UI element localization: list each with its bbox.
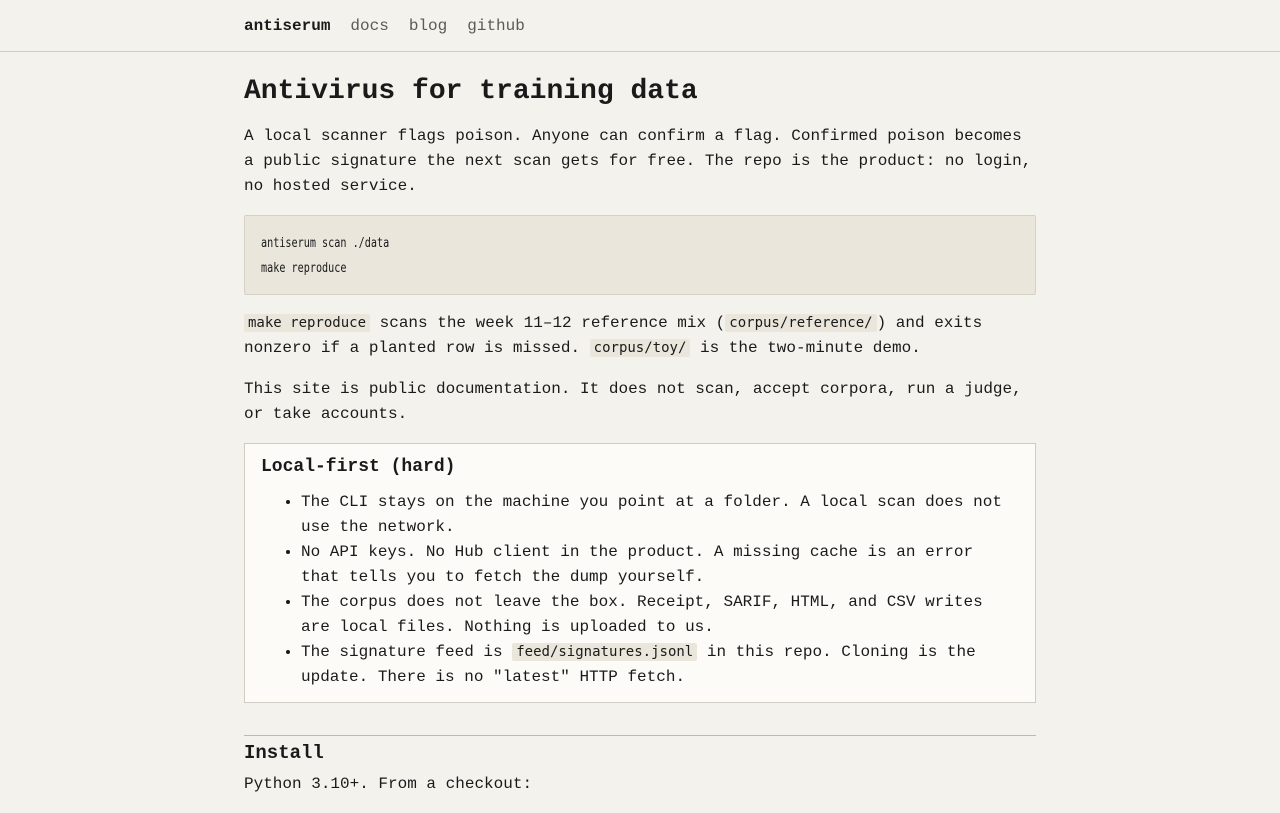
nav-link-docs[interactable]: docs [350,16,389,35]
callout-list [261,490,1019,690]
callout-title: Local-first (hard) [261,457,456,477]
inline-code: feed/signatures.jsonl [512,643,697,661]
list-item: • No API keys. No Hub client in the product. A missing cache is an error that tells you to fetch the dump yourself. [301,540,1019,590]
top-nav-bar [0,0,1280,52]
list-item: • The CLI stays on the machine you point at a folder. A local scan does not use the network. [301,490,1019,540]
top-nav [244,0,545,51]
reproduce-paragraph [244,311,1036,361]
inline-code: corpus/toy/ [590,339,691,357]
inline-code: make reproduce [244,314,370,332]
list-item-text: in this repo. Cloning is the update. There is no "latest" HTTP fetch. [301,643,976,686]
page-title: Antivirus for training data [244,76,698,107]
local-first-callout [244,443,1036,703]
intro-paragraph: A local scanner flags poison. Anyone can confirm a flag. Confirmed poison becomes a public signature the next scan gets for free. The repo is the product: no login, no hosted service. [244,127,1032,195]
paragraph-text: ) and exits nonzero if a planted row is missed. [244,314,983,357]
paragraph-text: scans the week 11–12 reference mix ( [370,314,726,332]
install-paragraph: Python 3.10+. From a checkout: [244,775,533,793]
code-line: make reproduce [261,261,347,276]
section-divider [244,735,1036,736]
list-item-text: The signature feed is [301,643,513,661]
code-line: antiserum scan ./data [261,236,390,251]
inline-code: corpus/reference/ [725,314,876,332]
paragraph-text: is the two-minute demo. [690,339,921,357]
main-content [244,53,1036,813]
brand-link[interactable]: antiserum [244,16,331,35]
disclaimer-paragraph: This site is public documentation. It does not scan, accept corpora, run a judge, or take accounts. [244,380,1022,423]
install-heading: Install [244,742,324,764]
nav-link-blog[interactable]: blog [408,16,448,35]
list-item [301,640,1019,690]
list-item: • The corpus does not leave the box. Receipt, SARIF, HTML, and CSV writes are local files. Nothing is uploaded to us. [301,590,1019,640]
code-block [244,215,1036,295]
nav-link-github[interactable]: github [467,16,525,35]
